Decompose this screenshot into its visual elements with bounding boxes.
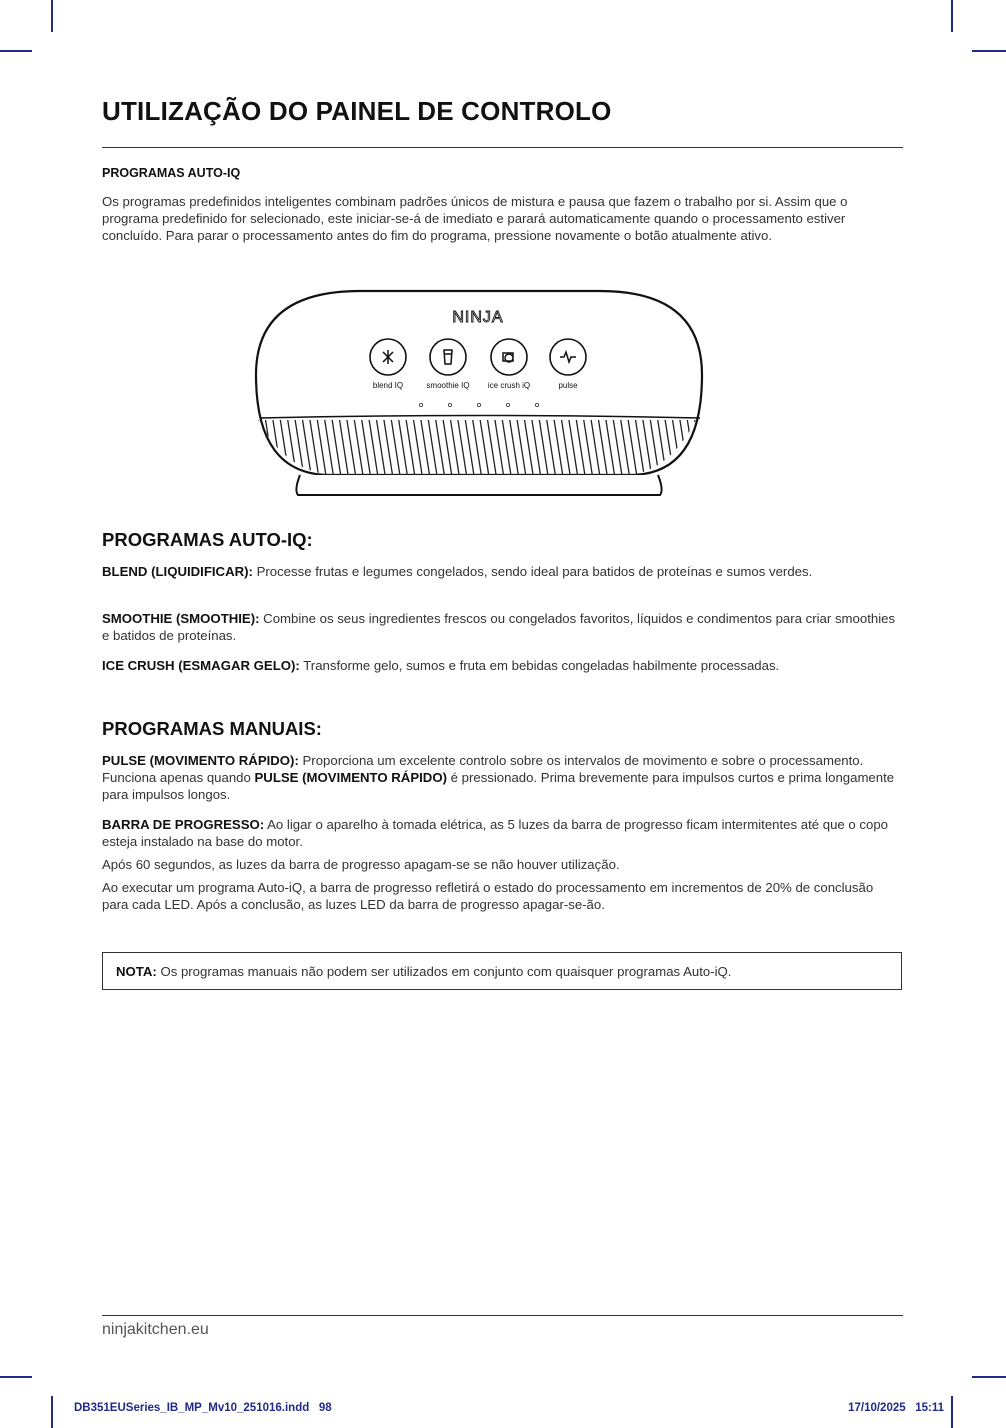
crop-mark (972, 1376, 1006, 1378)
page-title: UTILIZAÇÃO DO PAINEL DE CONTROLO (102, 96, 612, 126)
blend-paragraph: BLEND (LIQUIDIFICAR): Processe frutas e legumes congelados, sendo ideal para batidos de proteínas e sumos verdes. (102, 564, 813, 579)
crop-mark (972, 50, 1006, 52)
note-text: NOTA: Os programas manuais não podem ser utilizados em conjunto com quaisquer programas Auto-iQ. (116, 964, 732, 979)
program-button-blend (370, 339, 406, 390)
pulse-paragraph: PULSE (MOVIMENTO RÁPIDO): Proporciona um excelente controlo sobre os intervalos de movimento e sobre o processamento. Funciona apenas quando PULSE (MOVIMENTO RÁPIDO) é pressionado. Prima brevemente para impulsos curtos e prima longamente para impulsos longos. (102, 753, 895, 803)
after-60-paragraph: Após 60 segundos, as luzes da barra de progresso apagam-se se não houver utilização. (102, 857, 620, 872)
crop-mark (0, 1376, 32, 1378)
brand-logo: NINJA (452, 309, 504, 326)
crop-mark (0, 50, 32, 52)
footer-divider (102, 1315, 903, 1316)
crop-mark (951, 0, 953, 32)
program-button-label: blend IQ (372, 381, 404, 390)
title-divider (102, 147, 903, 148)
manual-heading: PROGRAMAS MANUAIS: (102, 718, 322, 739)
auto-iq-heading: PROGRAMAS AUTO-IQ: (102, 529, 313, 550)
program-button-label: smoothie IQ (426, 381, 470, 390)
program-button-ice-crush (488, 339, 530, 390)
file-slug: DB351EUSeries_IB_MP_Mv10_251016.indd 98 (74, 1402, 332, 1414)
smoothie-paragraph: SMOOTHIE (SMOOTHIE): Combine os seus ingredientes frescos ou congelados favoritos, líquidos e condimentos para criar smoothies e batidos de proteínas. (102, 611, 896, 644)
note-box (102, 952, 902, 990)
program-button-smoothie (426, 339, 469, 390)
print-datetime: 17/10/2025 15:11 (848, 1402, 944, 1414)
section-subheading: PROGRAMAS AUTO-IQ (102, 166, 241, 180)
website-url: ninjakitchen.eu (102, 1321, 209, 1338)
auto-iq-run-paragraph: Ao executar um programa Auto-iQ, a barra de progresso refletirá o estado do processamento em incrementos de 20% de conclusão para cada LED. Após a conclusão, as luzes LED da barra de progresso apagar-se-ão. (102, 880, 874, 913)
ice-crush-paragraph: ICE CRUSH (ESMAGAR GELO): Transforme gelo, sumos e fruta em bebidas congeladas habilmente processadas. (102, 658, 780, 673)
crop-mark (51, 0, 53, 32)
program-button-label: ice crush iQ (487, 381, 531, 390)
progress-bar-paragraph: BARRA DE PROGRESSO: Ao ligar o aparelho à tomada elétrica, as 5 luzes da barra de progresso ficam intermitentes até que o copo esteja instalado na base do motor. (102, 817, 889, 850)
control-panel-illustration (250, 285, 710, 500)
crop-mark (51, 1396, 53, 1428)
crop-mark (951, 1396, 953, 1428)
program-button-label: pulse (558, 381, 578, 390)
intro-paragraph: Os programas predefinidos inteligentes combinam padrões únicos de mistura e pausa que fazem o trabalho por si. Assim que o programa predefinido for selecionado, este iniciar-se-á de imediato e parará automaticamente quando o processamento estiver concluído. Para parar o processamento antes do fim do programa, pressione novamente o botão atualmente ativo. (102, 194, 848, 244)
